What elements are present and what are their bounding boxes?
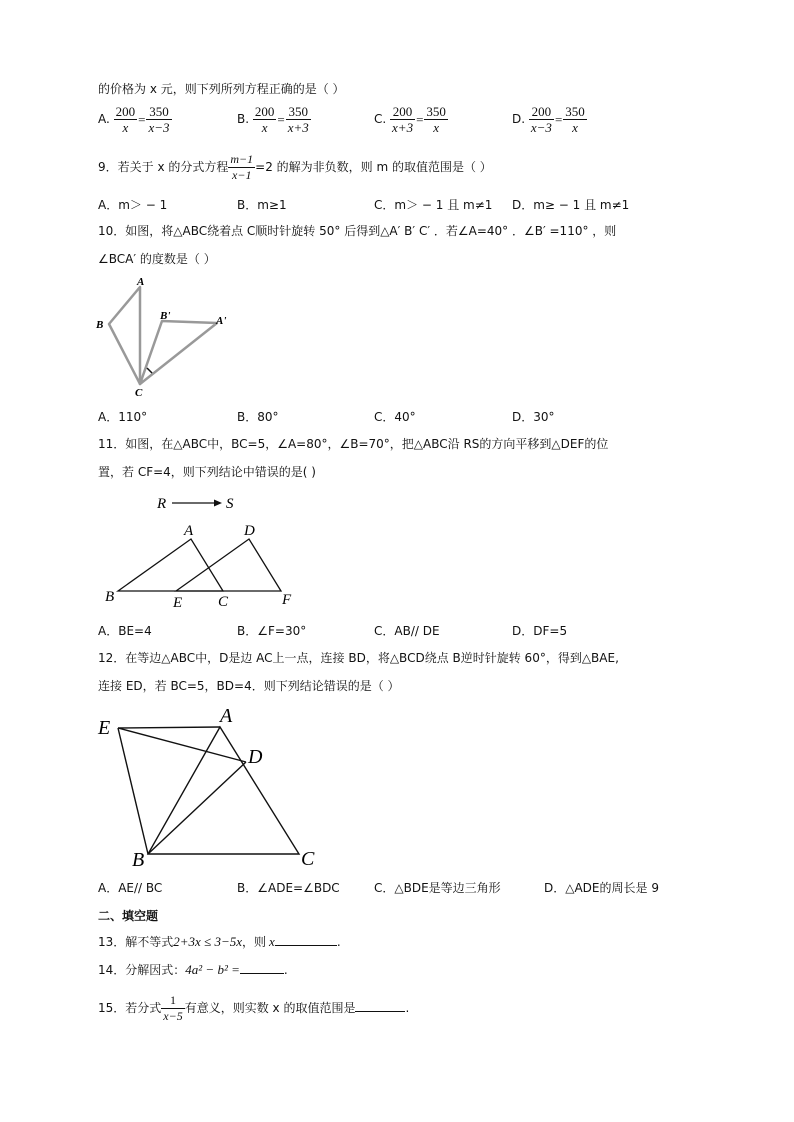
label-c: C: [135, 387, 143, 399]
label-r: R: [157, 496, 167, 512]
option-letter: B.: [237, 112, 250, 126]
label-b: B: [132, 849, 145, 871]
segment-bd: [148, 762, 246, 854]
answer-blank[interactable]: [355, 999, 405, 1012]
q8-option-b: B. $\frac{200}{x}$ = $\frac{350}{x+3}$: [237, 104, 309, 135]
q9-option-a: A．m＞ − 1: [98, 198, 168, 212]
answer-blank[interactable]: [275, 933, 337, 946]
q15: 15．若分式 $\frac{1}{x-5}$ 有意义，则实数 x 的取值范围是 .: [98, 993, 410, 1023]
label-d: D: [244, 523, 255, 539]
q11-option-c: C．AB// DE: [374, 624, 440, 638]
q9-option-d: D．m≥ − 1 且 m≠1: [512, 198, 630, 212]
q10-option-a: A．110°: [98, 410, 148, 424]
q9-option-b: B．m≥1: [237, 198, 287, 212]
label-c: C: [301, 848, 315, 870]
label-e: E: [173, 595, 183, 611]
answer-blank[interactable]: [240, 961, 284, 974]
label-b: B: [96, 319, 104, 331]
triangle-abc: [118, 539, 223, 591]
q8-option-c: C. $\frac{200}{x+3}$ = $\frac{350}{x}$: [374, 104, 446, 135]
label-d: D: [248, 746, 263, 768]
triangle-abc: [109, 287, 140, 384]
fraction: $\frac{200}{x+3}$: [392, 104, 414, 135]
q14-expression: 4a² − b² =: [185, 962, 240, 977]
label-s: S: [226, 496, 234, 512]
label-e: E: [98, 717, 111, 739]
q14: 14．分解因式：4a² − b² = .: [98, 962, 288, 977]
option-letter: D.: [512, 112, 526, 126]
label-a: A: [184, 523, 194, 539]
fraction: $\frac{350}{x-3}$: [148, 104, 170, 135]
q8-option-d: D. $\frac{200}{x-3}$ = $\frac{350}{x}$: [512, 104, 585, 135]
q13-variable: x: [269, 934, 275, 949]
label-b-prime: B': [160, 310, 171, 322]
segment-ea: [118, 727, 220, 728]
label-b: B: [105, 589, 115, 605]
q10-stem-line2: ∠BCA′ 的度数是（ ）: [98, 252, 216, 266]
label-f: F: [282, 592, 292, 608]
triangle-def: [176, 539, 281, 591]
q12-option-d: D．△ADE的周长是 9: [544, 881, 659, 895]
fraction: $\frac{200}{x}$: [115, 104, 136, 135]
option-letter: A.: [98, 112, 110, 126]
q9-option-c: C．m＞ − 1 且 m≠1: [374, 198, 493, 212]
q8-option-a: A. $\frac{200}{x}$ = $\frac{350}{x-3}$: [98, 104, 170, 135]
segment-eb: [118, 728, 148, 854]
q11-figure: [100, 490, 300, 610]
q10-figure: [92, 276, 242, 399]
segment-ed: [118, 728, 246, 762]
triangle-a1b1c: [140, 321, 217, 384]
q12-stem-line2: 连接 ED，若 BC=5，BD=4．则下列结论错误的是（ ）: [98, 679, 400, 693]
option-letter: C.: [374, 112, 387, 126]
arrow-rs: [172, 500, 222, 507]
q13: 13．解不等式2+3x ≤ 3−5x，则 x .: [98, 934, 341, 949]
q12-option-c: C．△BDE是等边三角形: [374, 881, 501, 895]
q9-suffix: =2 的解为非负数，则 m 的取值范围是（ ）: [255, 160, 492, 174]
q10-option-d: D．30°: [512, 410, 555, 424]
q11-option-b: B．∠F=30°: [237, 624, 307, 638]
q12-stem-line1: 12．在等边△ABC中，D是边 AC上一点，连接 BD，将△BCD绕点 B逆时针旋转 60°，得到△BAE,: [98, 651, 619, 665]
q9-prefix: 9．若关于 x 的分式方程: [98, 160, 229, 174]
q10-option-b: B．80°: [237, 410, 279, 424]
triangle-abc: [148, 727, 299, 854]
q13-mid: ，则: [242, 935, 267, 949]
q12-figure: [96, 702, 326, 872]
fraction: $\frac{350}{x}$: [426, 104, 446, 135]
q11-option-d: D．DF=5: [512, 624, 568, 638]
q13-inequality: 2+3x ≤ 3−5x: [173, 934, 243, 949]
fraction: $\frac{350}{x}$: [565, 104, 585, 135]
section-title-fill-in: 二、填空题: [98, 909, 159, 923]
angle-mark: [147, 368, 152, 373]
fraction: $\frac{1}{x-5}$: [163, 993, 183, 1023]
q14-prefix: 14．分解因式：: [98, 963, 186, 977]
q10-stem-line1: 10．如图，将△ABC绕着点 C顺时针旋转 50° 后得到△A′ B′ C′ ．若∠A=40° ．∠B′ =110° ，则: [98, 224, 617, 238]
q13-prefix: 13．解不等式: [98, 935, 174, 949]
fraction: $\frac{200}{x}$: [254, 104, 275, 135]
fraction: $\frac{200}{x-3}$: [530, 104, 552, 135]
q9-stem: [98, 152, 492, 183]
q10-option-c: C．40°: [374, 410, 416, 424]
q15-prefix: 15．若分式: [98, 1001, 162, 1015]
label-a: A: [137, 276, 145, 288]
fraction: $\frac{m-1}{x-1}$: [230, 152, 254, 182]
q11-stem-line2: 置，若 CF=4，则下列结论中错误的是( ): [98, 465, 316, 479]
q12-option-a: A．AE// BC: [98, 881, 163, 895]
label-a-prime: A': [216, 315, 227, 327]
q12-option-b: B．∠ADE=∠BDC: [237, 881, 340, 895]
label-c: C: [218, 594, 229, 610]
q11-option-a: A．BE=4: [98, 624, 152, 638]
fraction: $\frac{350}{x+3}$: [287, 104, 309, 135]
q15-suffix: 有意义，则实数 x 的取值范围是: [184, 1001, 356, 1015]
label-a: A: [220, 705, 233, 727]
q8-stem: 的价格为 x 元，则下列所列方程正确的是（ ）: [98, 82, 345, 96]
q11-stem-line1: 11．如图，在△ABC中，BC=5，∠A=80°，∠B=70°，把△ABC沿 RS的方向平移到△DEF的位: [98, 437, 609, 451]
